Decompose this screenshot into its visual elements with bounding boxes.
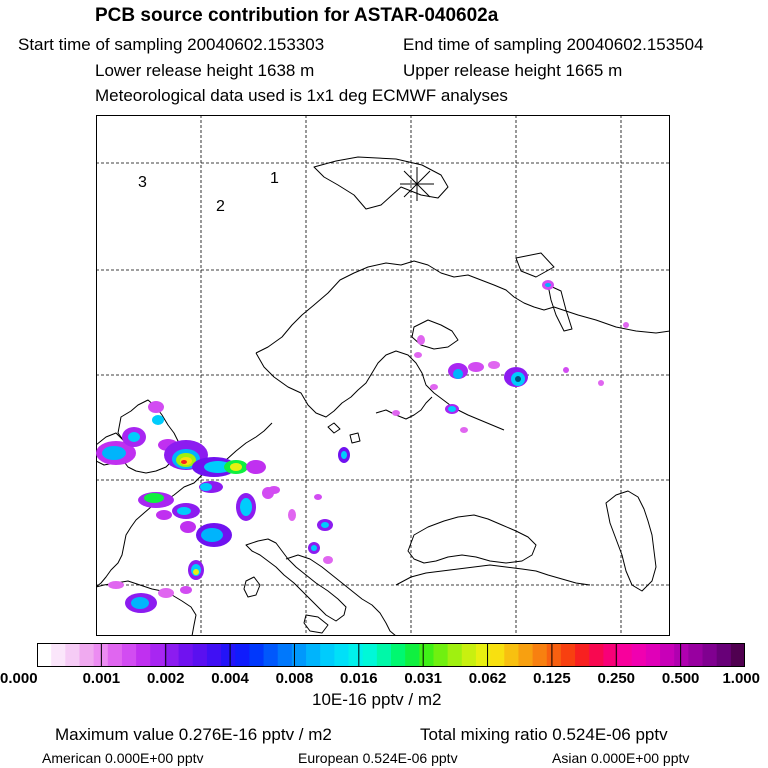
map-panel xyxy=(96,115,670,636)
colorbar xyxy=(37,643,745,667)
colorbar-swatch xyxy=(589,643,604,667)
track-label-2: 2 xyxy=(216,198,225,215)
colorbar-swatch xyxy=(51,643,66,667)
colorbar-tick-label: 0.250 xyxy=(597,670,636,687)
colorbar-swatch xyxy=(660,643,675,667)
colorbar-tick-label: 0.125 xyxy=(533,670,571,687)
track-label-3: 3 xyxy=(138,174,147,191)
colorbar-swatch xyxy=(391,643,406,667)
colorbar-swatch xyxy=(575,643,590,667)
colorbar-swatch xyxy=(618,643,633,667)
colorbar-tick-label: 0.031 xyxy=(404,670,442,687)
colorbar-tick-label: 1.000 xyxy=(722,670,760,687)
met-data-label: Meteorological data used is 1x1 deg ECMWF analyses xyxy=(95,86,508,105)
colorbar-swatch xyxy=(79,643,94,667)
colorbar-swatch xyxy=(547,643,562,667)
colorbar-swatch xyxy=(320,643,335,667)
colorbar-tick-label: 0.004 xyxy=(211,670,249,687)
colorbar-swatch xyxy=(249,643,264,667)
track-label-1: 1 xyxy=(270,170,279,187)
colorbar-swatch xyxy=(164,643,179,667)
colorbar-swatch xyxy=(731,643,745,667)
colorbar-swatch xyxy=(533,643,548,667)
lower-height-label: Lower release height 1638 m xyxy=(95,61,315,80)
colorbar-swatch xyxy=(462,643,477,667)
colorbar-swatch xyxy=(150,643,165,667)
colorbar-svg xyxy=(37,643,745,667)
colorbar-swatch xyxy=(193,643,208,667)
colorbar-tick-label: 0.000 xyxy=(0,670,38,687)
colorbar-swatch xyxy=(108,643,123,667)
colorbar-swatch xyxy=(433,643,448,667)
colorbar-swatch xyxy=(349,643,364,667)
colorbar-swatch xyxy=(334,643,349,667)
asian-label: Asian 0.000E+00 pptv xyxy=(552,750,690,766)
colorbar-swatch xyxy=(674,643,689,667)
colorbar-swatch xyxy=(717,643,732,667)
colorbar-tick-label: 0.002 xyxy=(146,670,185,687)
colorbar-tick-label: 0.016 xyxy=(340,670,378,687)
colorbar-swatch xyxy=(703,643,718,667)
colorbar-swatch xyxy=(207,643,222,667)
colorbar-swatch xyxy=(179,643,194,667)
colorbar-swatch xyxy=(221,643,236,667)
colorbar-swatch xyxy=(518,643,533,667)
american-label: American 0.000E+00 pptv xyxy=(42,750,204,766)
colorbar-swatch xyxy=(646,643,661,667)
colorbar-swatch xyxy=(405,643,420,667)
colorbar-swatch xyxy=(278,643,293,667)
colorbar-swatch xyxy=(632,643,647,667)
colorbar-swatch xyxy=(306,643,321,667)
trajectory-marker xyxy=(400,167,434,201)
colorbar-units: 10E-16 pptv / m2 xyxy=(312,690,442,709)
colorbar-swatch xyxy=(688,643,703,667)
colorbar-tick-label: 0.500 xyxy=(661,670,700,687)
colorbar-swatch xyxy=(363,643,378,667)
colorbar-swatch xyxy=(448,643,463,667)
map-frame xyxy=(97,116,670,636)
european-label: European 0.524E-06 pptv xyxy=(298,750,458,766)
colorbar-swatch xyxy=(65,643,80,667)
colorbar-swatch xyxy=(377,643,392,667)
colorbar-swatch xyxy=(136,643,151,667)
colorbar-swatch xyxy=(476,643,491,667)
max-value-label: Maximum value 0.276E-16 pptv / m2 xyxy=(55,725,332,744)
colorbar-swatch xyxy=(264,643,279,667)
colorbar-tick-label: 0.062 xyxy=(468,670,507,687)
end-time-label: End time of sampling 20040602.153504 xyxy=(403,35,704,54)
colorbar-swatch xyxy=(561,643,576,667)
colorbar-swatch xyxy=(490,643,505,667)
page-title: PCB source contribution for ASTAR-040602a xyxy=(95,5,499,26)
colorbar-swatch xyxy=(122,643,137,667)
colorbar-swatch xyxy=(419,643,434,667)
start-time-label: Start time of sampling 20040602.153303 xyxy=(18,35,325,54)
colorbar-tick-label: 0.001 xyxy=(82,670,121,687)
total-mixing-label: Total mixing ratio 0.524E-06 pptv xyxy=(420,725,668,744)
colorbar-swatch xyxy=(504,643,519,667)
upper-height-label: Upper release height 1665 m xyxy=(403,61,623,80)
colorbar-swatch xyxy=(37,643,52,667)
colorbar-tick-label: 0.008 xyxy=(275,670,314,687)
colorbar-swatch xyxy=(235,643,250,667)
